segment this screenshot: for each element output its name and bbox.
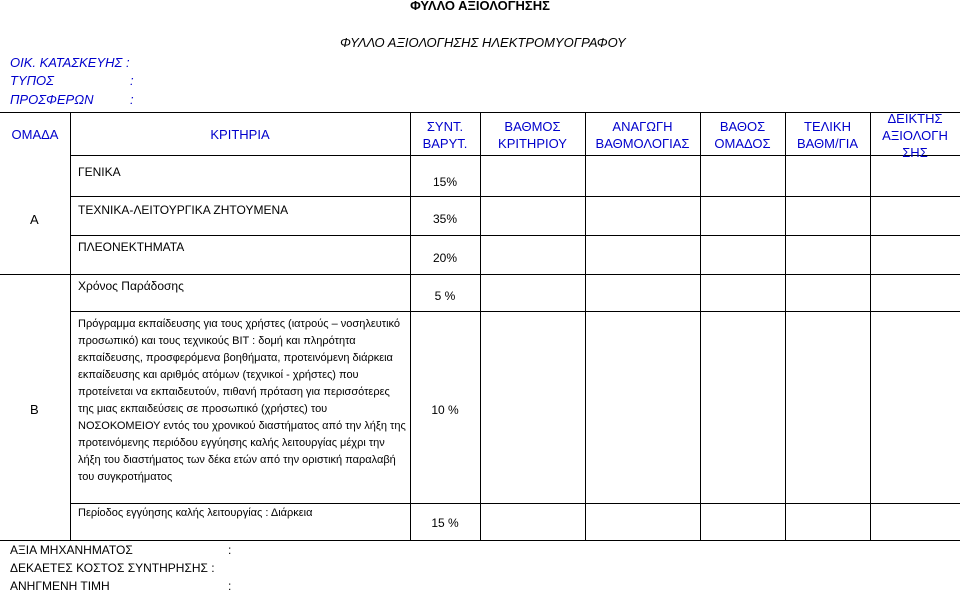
criterion-advantages: ΠΛΕΟΝΕΚΤΗΜΑΤΑ [78,240,185,254]
adjusted-price-label: ΑΝΗΓΜΕΝΗ ΤΙΜΗ [10,579,110,593]
header-final-score: ΤΕΛΙΚΗ ΒΑΘΜ/ΓΙΑ [796,119,859,151]
machine-value-colon: : [228,543,232,557]
header-weight: ΣΥΝΤ. ΒΑΡΥΤ. [422,119,468,151]
page-title: ΦΥΛΛΟ ΑΞΙΟΛΟΓΗΣΗΣ [410,0,550,13]
criterion-training-program: Πρόγραμμα εκπαίδευσης για τους χρήστες (ιατρούς – νοσηλευτικό προσωπικό) και τους τεχνικούς ΒΙΤ : δομή και πληρότητα εκπαίδευσης, προσφερόμενα βοηθήματα, προτεινόμενη διάρκεια εκπαίδευσης και αριθμός ατόμων (τεχνικοί - χρήστες) που προτείνεται να εκπαιδευτούν, πιθανή πρόταση για περισσότερες της μιας εκπαιδεύσεις σε προσωπικό (χρήστες) του ΝΟΣΟΚΟΜΕΙΟΥ εντός του χρονικού διαστήματος από την λήξη της προτεινόμενης περιόδου εγγύησης καλής λειτουργίας μέχρι την λήξη του διαστήματος των δέκα ετών από την οριστική παραλαβή του συγκροτήματος [78,318,406,483]
header-score-normalization: ΑΝΑΓΩΓΗ ΒΑΘΜΟΛΟΓΙΑΣ [595,119,690,151]
header-group: ΟΜΑΔΑ [11,127,59,142]
weight-training-program: 10 % [431,403,459,417]
criterion-general: ΓΕΝΙΚΑ [78,165,121,179]
header-evaluation-index: ΔΕΙΚΤΗΣ ΑΞΙΟΛΟΓΗ ΣΗΣ [882,111,948,160]
bidder-label: ΠΡΟΣΦΕΡΩΝ [10,92,94,107]
criterion-delivery-time: Χρόνος Παράδοσης [78,279,184,293]
type-colon: : [130,73,134,88]
header-group-score: ΒΑΘΟΣ ΟΜΑΔΟΣ [714,119,771,151]
weight-technical: 35% [432,212,458,226]
group-a-label: Α [30,212,39,227]
criterion-technical: ΤΕΧΝΙΚΑ-ΛΕΙΤΟΥΡΓΙΚΑ ΖΗΤΟΥΜΕΝΑ [78,203,289,217]
bidder-colon: : [130,92,134,107]
weight-warranty: 15 % [431,516,459,530]
header-criteria: ΚΡΙΤΗΡΙΑ [210,127,270,142]
adjusted-price-colon: : [228,579,232,593]
manufacturer-label: ΟΙΚ. ΚΑΤΑΣΚΕΥΗΣ : [10,55,130,70]
weight-general: 15% [432,175,458,189]
type-label: ΤΥΠΟΣ [10,73,54,88]
weight-advantages: 20% [432,251,458,265]
machine-value-label: ΑΞΙΑ ΜΗΧΑΝΗΜΑΤΟΣ [10,543,133,557]
criterion-warranty: Περίοδος εγγύησης καλής λειτουργίας : Διάρκεια [78,507,313,519]
group-b-label: Β [30,402,39,417]
maintenance-cost-label: ΔΕΚΑΕΤΕΣ ΚΟΣΤΟΣ ΣΥΝΤΗΡΗΣΗΣ : [10,561,215,575]
weight-delivery-time: 5 % [434,289,456,303]
sheet-title: ΦΥΛΛΟ ΑΞΙΟΛΟΓΗΣΗΣ ΗΛΕΚΤΡΟΜΥΟΓΡΑΦΟΥ [340,35,626,50]
header-criterion-score: ΒΑΘΜΟΣ ΚΡΙΤΗΡΙΟΥ [498,119,567,151]
